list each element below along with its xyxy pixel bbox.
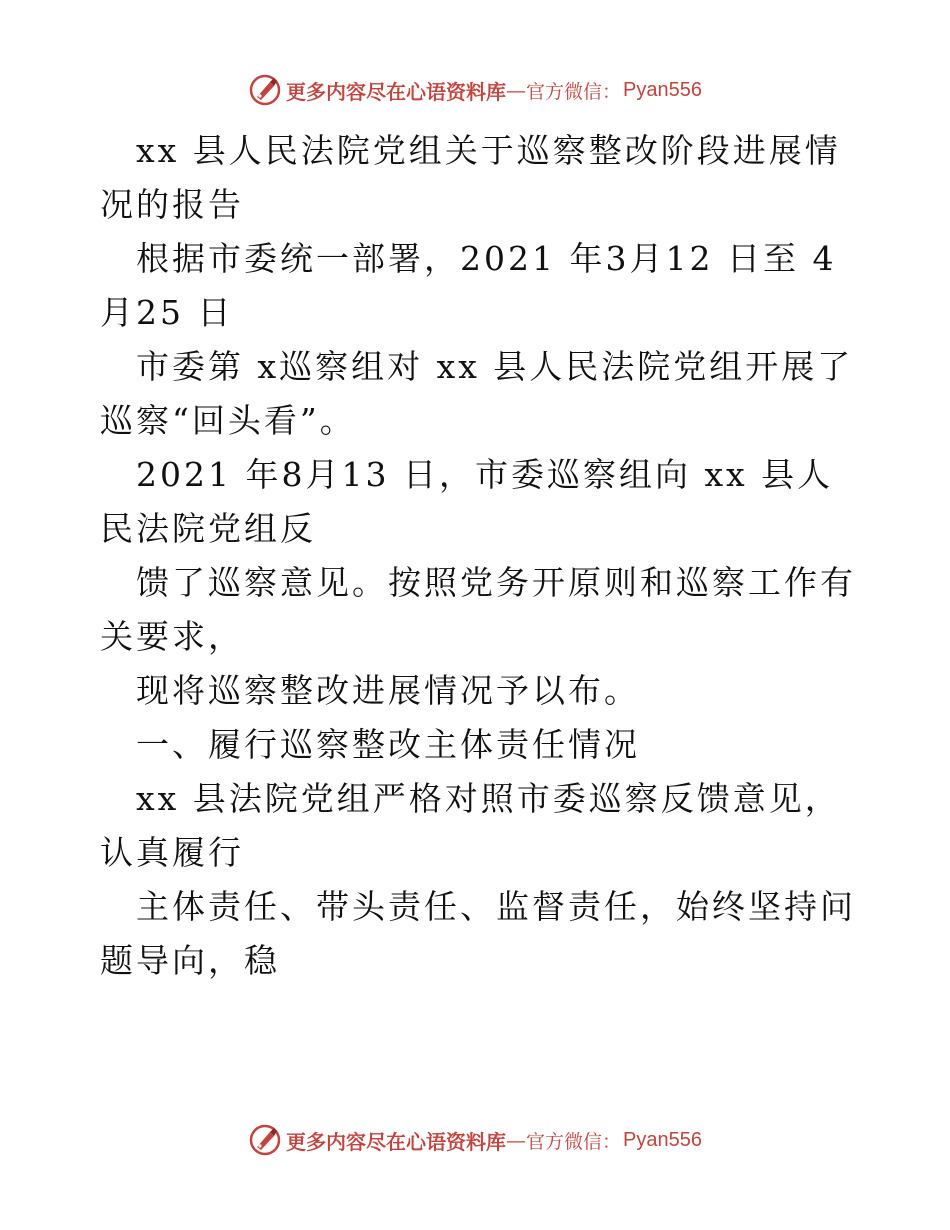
watermark-site-text: 更多内容尽在心语资料库 xyxy=(286,79,506,104)
watermark-wechat-id: Pyan556 xyxy=(623,78,702,101)
paragraph: 市委第 x巡察组对 xx 县人民法院党组开展了巡察“回头看”。 xyxy=(100,347,854,440)
section-heading: 一、履行巡察整改主体责任情况 xyxy=(136,725,640,764)
pen-nib-logo-icon xyxy=(248,1123,282,1157)
paragraph: 2021 年8月13 日，市委巡察组向 xx 县人民法院党组反 xyxy=(100,455,834,548)
paragraph: xx 县法院党组严格对照市委巡察反馈意见，认真履行 xyxy=(100,779,841,872)
watermark-wechat-id: Pyan556 xyxy=(623,1128,702,1151)
watermark-footer xyxy=(0,1120,950,1160)
document-title: xx 县人民法院党组关于巡察整改阶段进展情况的报告 xyxy=(100,131,841,224)
watermark-header xyxy=(0,70,950,110)
paragraph: 主体责任、带头责任、监督责任，始终坚持问题导向，稳 xyxy=(100,887,856,980)
watermark-wechat-label: 官方微信： xyxy=(526,1130,622,1153)
paragraph: 馈了巡察意见。按照党务开原则和巡察工作有关要求， xyxy=(100,563,856,656)
watermark-wechat-label: 官方微信： xyxy=(526,80,622,103)
document-body xyxy=(100,124,860,988)
watermark-separator: — xyxy=(506,1128,526,1152)
paragraph: 现将巡察整改进展情况予以布。 xyxy=(136,671,640,710)
paragraph: 根据市委统一部署，2021 年3月12 日至 4月25 日 xyxy=(100,239,837,332)
watermark-separator: — xyxy=(506,78,526,102)
pen-nib-logo-icon xyxy=(248,73,282,107)
watermark-site-text: 更多内容尽在心语资料库 xyxy=(286,1129,506,1154)
